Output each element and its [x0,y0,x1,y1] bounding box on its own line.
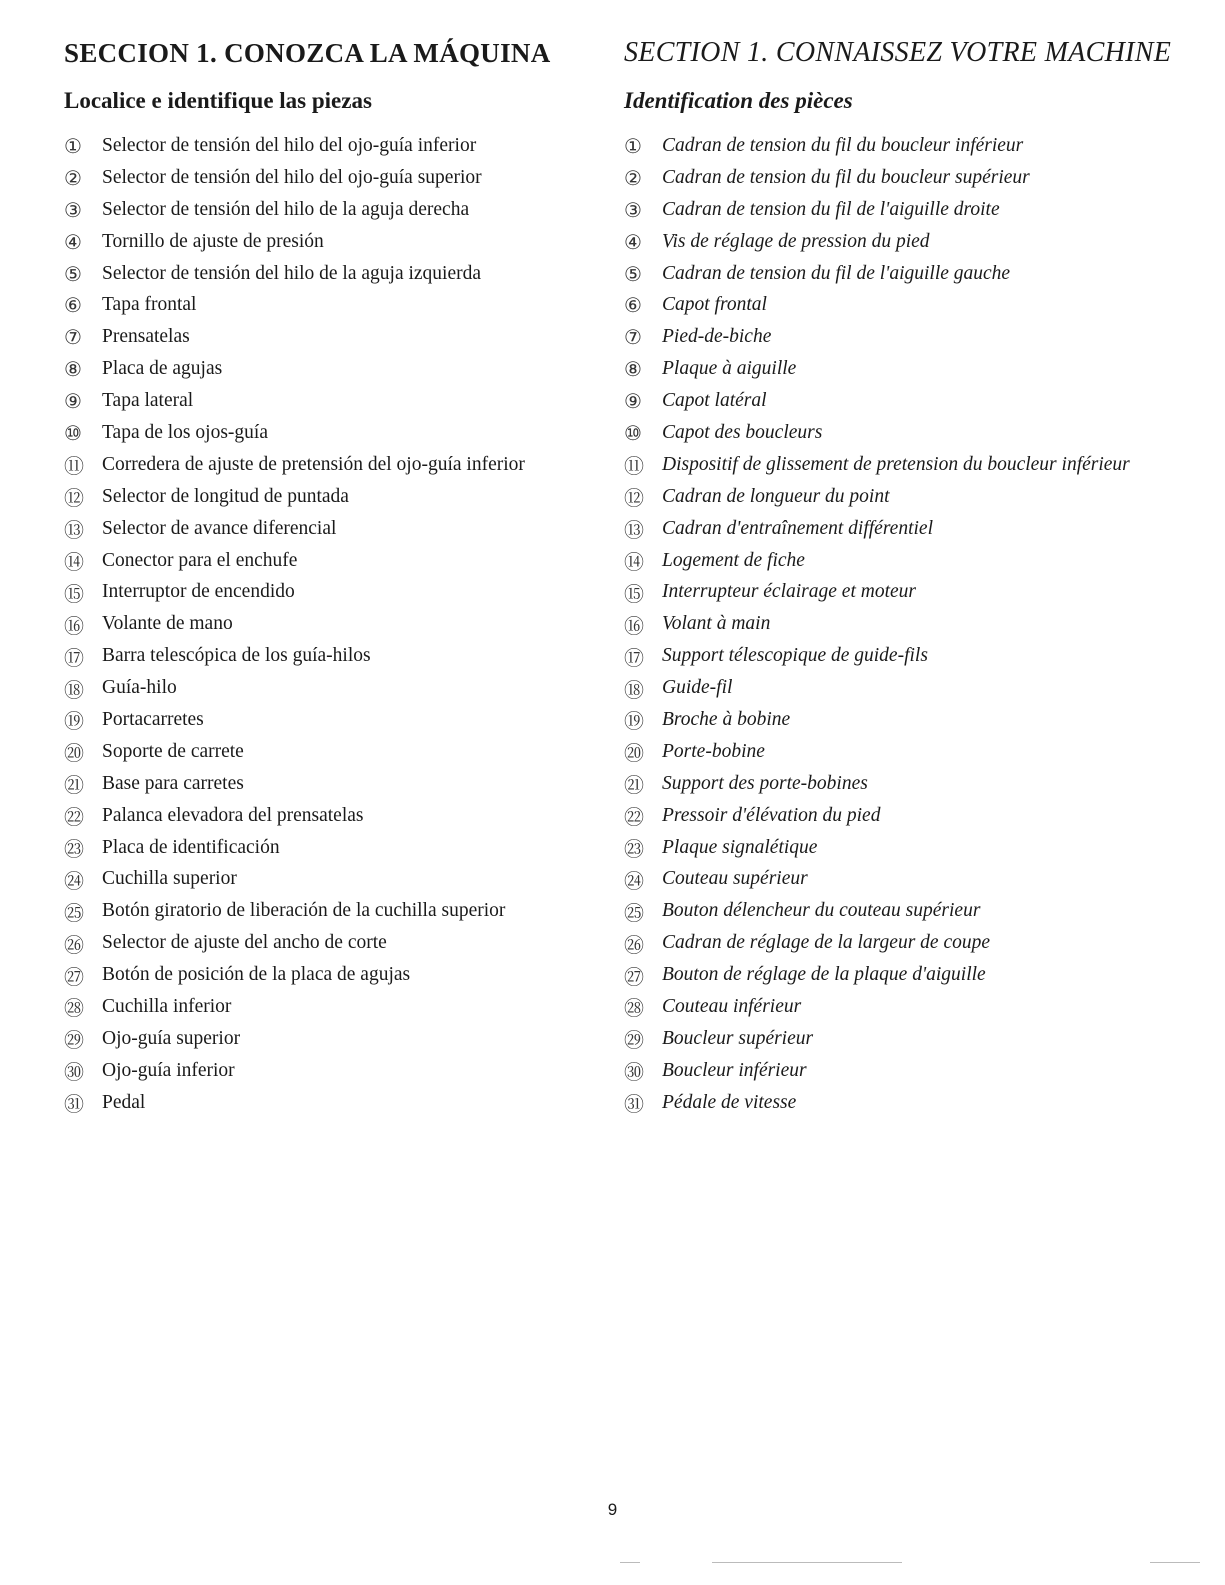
item-number: ⑨ [64,389,82,414]
item-number: ㉗ [624,964,644,989]
item-number: ㉛ [64,1092,84,1117]
item-label: Couteau inférieur [662,995,802,1017]
item-label: Selector de tensión del hilo del ojo-guía inferior [102,134,477,156]
item-number: ⑭ [624,550,644,575]
french-parts-list [624,130,1214,1119]
item-number: ⑬ [64,518,84,543]
spanish-list-item [64,385,604,417]
item-label: Cadran d'entraînement différentiel [662,517,933,539]
item-number: ⑤ [624,261,642,286]
item-number: ⑯ [624,613,644,638]
item-label: Plaque signalétique [662,836,818,858]
french-list-item [624,417,1214,449]
french-list-item [624,704,1214,736]
french-list-item [624,385,1214,417]
item-number: ㉘ [624,996,644,1021]
item-number: ⑫ [64,486,84,511]
item-number: ③ [624,197,642,222]
spanish-column [64,36,604,1119]
french-list-item [624,832,1214,864]
item-label: Logement de fiche [662,549,805,571]
french-list-item [624,545,1214,577]
item-number: ㉒ [64,805,84,830]
spanish-list-item [64,321,604,353]
item-number: ④ [64,229,82,254]
item-label: Bouton de réglage de la plaque d'aiguille [662,964,986,986]
item-number: ⑥ [64,293,82,318]
item-label: Selector de avance diferencial [102,517,337,539]
item-label: Vis de réglage de pression du pied [662,230,930,252]
spanish-list-item [64,1023,604,1055]
item-label: Pédale de vitesse [662,1091,797,1113]
spanish-list-item [64,768,604,800]
item-number: ⑰ [64,645,84,670]
french-list-item [624,258,1214,290]
item-label: Cadran de réglage de la largeur de coupe [662,932,991,954]
item-number: ③ [64,197,82,222]
item-label: Palanca elevadora del prensatelas [102,804,364,826]
scan-artifact-line [620,1562,640,1563]
spanish-list-item [64,226,604,258]
item-number: ⑥ [624,293,642,318]
item-number: ⑰ [624,645,644,670]
item-label: Conector para el enchufe [102,549,298,571]
french-list-item [624,800,1214,832]
page-number: 9 [607,1500,618,1519]
item-number: ⑧ [624,357,642,382]
item-label: Volant à main [662,613,771,635]
item-label: Interrupteur éclairage et moteur [662,581,916,603]
item-number: ⑮ [624,581,644,606]
item-number: ⑦ [64,325,82,350]
spanish-section-title: SECCION 1. CONOZCA LA MÁQUINA [64,38,551,68]
item-number: ② [64,165,82,190]
spanish-list-item [64,608,604,640]
item-number: ⑳ [64,741,84,766]
spanish-list-item [64,991,604,1023]
item-label: Tornillo de ajuste de presión [102,230,324,252]
item-label: Pressoir d'élévation du pied [662,804,881,826]
item-number: ⑪ [64,454,84,479]
item-label: Support télescopique de guide-fils [662,645,928,667]
french-section-title: SECTION 1. CONNAISSEZ VOTRE MACHINE [624,37,1172,68]
spanish-list-item [64,1055,604,1087]
french-list-item [624,162,1214,194]
spanish-list-item [64,863,604,895]
spanish-list-item [64,672,604,704]
item-number: ㉗ [64,964,84,989]
item-label: Support des porte-bobines [662,772,868,794]
item-label: Ojo-guía superior [102,1027,241,1049]
spanish-list-item [64,162,604,194]
item-label: Pied-de-biche [662,326,772,348]
item-label: Dispositif de glissement de pretension du boucleur inférieur [662,453,1130,475]
item-number: ⑫ [624,486,644,511]
spanish-list-item [64,258,604,290]
item-label: Selector de tensión del hilo de la aguja derecha [102,198,470,220]
item-number: ⑳ [624,741,644,766]
item-label: Pedal [102,1091,146,1113]
item-number: ⑨ [624,389,642,414]
french-list-item [624,959,1214,991]
french-list-item [624,863,1214,895]
item-label: Cadran de longueur du point [662,485,890,507]
french-list-item [624,353,1214,385]
item-number: ㉕ [624,900,644,925]
item-label: Bouton délencheur du couteau supérieur [662,900,981,922]
spanish-list-item [64,800,604,832]
item-number: ㉛ [624,1092,644,1117]
item-label: Portacarretes [102,708,204,730]
item-number: ㉑ [64,773,84,798]
spanish-list-item [64,130,604,162]
french-list-item [624,194,1214,226]
spanish-list-item [64,417,604,449]
scan-artifact-line [1150,1562,1200,1563]
item-label: Selector de tensión del hilo de la aguja izquierda [102,262,482,284]
spanish-list-item [64,1087,604,1119]
item-label: Guide-fil [662,677,733,699]
item-label: Boucleur inférieur [662,1059,807,1081]
item-label: Capot frontal [662,294,767,316]
french-column [624,36,1214,1119]
spanish-list-item [64,640,604,672]
item-number: ㉙ [64,1028,84,1053]
spanish-list-item [64,832,604,864]
item-label: Corredera de ajuste de pretensión del ojo-guía inferior [102,453,525,475]
item-number: ⑯ [64,613,84,638]
item-label: Tapa de los ojos-guía [102,421,268,443]
item-number: ⑩ [624,420,642,445]
french-list-item [624,608,1214,640]
spanish-list-item [64,353,604,385]
item-label: Cadran de tension du fil du boucleur supérieur [662,166,1030,188]
item-number: ㉓ [624,837,644,862]
item-label: Boucleur supérieur [662,1027,814,1049]
item-number: ① [624,133,642,158]
french-list-item [624,736,1214,768]
item-label: Placa de identificación [102,836,280,858]
item-number: ㉙ [624,1028,644,1053]
item-number: ⑤ [64,261,82,286]
spanish-list-item [64,576,604,608]
item-label: Capot latéral [662,390,767,412]
spanish-list-item [64,481,604,513]
item-number: ② [624,165,642,190]
french-list-item [624,321,1214,353]
french-list-item [624,991,1214,1023]
spanish-list-item [64,289,604,321]
item-number: ⑲ [64,709,84,734]
spanish-list-item [64,194,604,226]
scan-artifact-line [712,1562,902,1563]
french-list-item [624,130,1214,162]
item-label: Prensatelas [102,326,190,348]
item-label: Botón de posición de la placa de agujas [102,964,411,986]
french-list-item [624,768,1214,800]
item-number: ⑱ [624,677,644,702]
spanish-list-item [64,704,604,736]
item-label: Couteau supérieur [662,868,808,890]
item-number: ⑭ [64,550,84,575]
item-label: Soporte de carrete [102,740,244,762]
item-label: Selector de ajuste del ancho de corte [102,932,387,954]
item-number: ⑧ [64,357,82,382]
item-label: Cuchilla inferior [102,995,232,1017]
item-number: ㉔ [64,868,84,893]
spanish-list-item [64,895,604,927]
item-number: ⑲ [624,709,644,734]
french-list-item [624,289,1214,321]
item-number: ⑪ [624,454,644,479]
item-number: ㉖ [64,932,84,957]
spanish-list-item [64,927,604,959]
french-list-item [624,481,1214,513]
item-label: Cuchilla superior [102,868,237,890]
item-label: Placa de agujas [102,358,223,380]
item-label: Barra telescópica de los guía-hilos [102,645,371,667]
french-list-item [624,1055,1214,1087]
item-label: Cadran de tension du fil de l'aiguille gauche [662,262,1011,284]
item-number: ⑬ [624,518,644,543]
item-label: Interruptor de encendido [102,581,295,603]
item-number: ㉘ [64,996,84,1021]
item-label: Plaque à aiguille [662,358,797,380]
item-label: Capot des boucleurs [662,421,823,443]
item-number: ① [64,133,82,158]
spanish-parts-list [64,130,604,1119]
french-list-item [624,1087,1214,1119]
item-label: Guía-hilo [102,677,177,699]
item-label: Volante de mano [102,613,233,635]
french-list-item [624,449,1214,481]
item-label: Selector de longitud de puntada [102,485,349,507]
item-number: ㉔ [624,868,644,893]
item-label: Cadran de tension du fil du boucleur inférieur [662,134,1024,156]
item-number: ㉕ [64,900,84,925]
item-number: ㉑ [624,773,644,798]
item-label: Selector de tensión del hilo del ojo-guía superior [102,166,482,188]
item-label: Tapa frontal [102,294,197,316]
spanish-list-item [64,959,604,991]
item-label: Broche à bobine [662,708,791,730]
french-list-item [624,226,1214,258]
french-list-item [624,927,1214,959]
french-list-item [624,1023,1214,1055]
french-list-item [624,672,1214,704]
french-list-item [624,576,1214,608]
item-number: ⑱ [64,677,84,702]
item-number: ㉒ [624,805,644,830]
french-subtitle: Identification des pièces [624,88,853,113]
item-number: ⑩ [64,420,82,445]
item-number: ㉚ [624,1060,644,1085]
spanish-list-item [64,736,604,768]
item-number: ㉓ [64,837,84,862]
item-label: Base para carretes [102,772,244,794]
item-number: ④ [624,229,642,254]
item-number: ⑦ [624,325,642,350]
item-number: ⑮ [64,581,84,606]
item-label: Tapa lateral [102,390,194,412]
item-number: ㉚ [64,1060,84,1085]
french-list-item [624,513,1214,545]
item-number: ㉖ [624,932,644,957]
spanish-list-item [64,449,604,481]
spanish-list-item [64,545,604,577]
item-label: Botón giratorio de liberación de la cuchilla superior [102,900,506,922]
spanish-list-item [64,513,604,545]
french-list-item [624,640,1214,672]
item-label: Ojo-guía inferior [102,1059,235,1081]
item-label: Porte-bobine [662,740,765,762]
item-label: Cadran de tension du fil de l'aiguille droite [662,198,1000,220]
spanish-subtitle: Localice e identifique las piezas [64,88,372,113]
french-list-item [624,895,1214,927]
